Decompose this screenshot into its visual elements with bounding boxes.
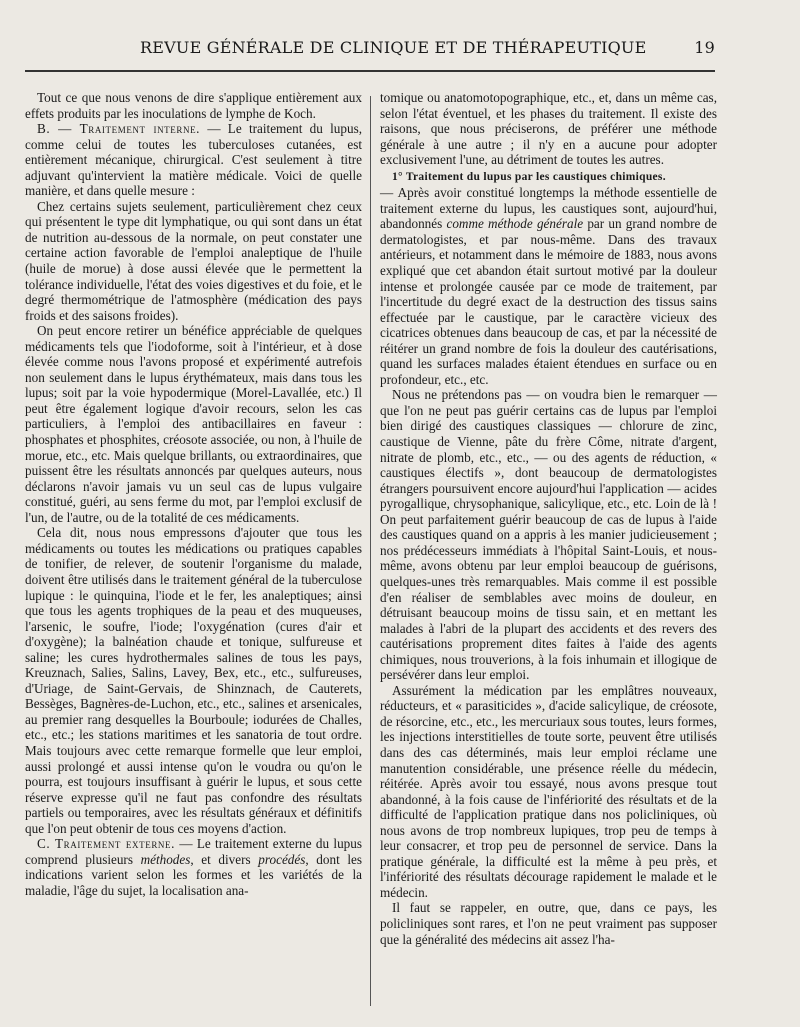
paragraph: Chez certains sujets seulement, particulièrement chez ceux qui présentent le type dit lymphatique, ou qui sont dans un état de nutrition au-dessous de la normale, on peut constater une certaine action favorable de l'emploi analeptique de l'huile (huile de morue) à dose aussi élevée que le permettent la tolérance individuelle, l'état des voies digestives et du foie, et le degré thermométrique de l'atmosphère (médication des pays froids et des saisons froides).	[25, 198, 362, 323]
paragraph: Tout ce que nous venons de dire s'applique entièrement aux effets produits par les inoculations de lymphe de Koch.	[25, 90, 362, 121]
paragraph-traitement-externe: C. Traitement externe. — Le traitement externe du lupus comprend plusieurs méthodes, et divers procédés, dont les indications varient selon les formes et les variétés de la maladie, l'âge du sujet, la localisation ana-	[25, 836, 363, 898]
running-header	[25, 38, 715, 60]
right-column	[380, 90, 717, 947]
column-divider	[370, 96, 371, 1006]
subsection-heading: 1° Traitement du lupus par les caustiques chimiques.	[392, 170, 666, 183]
paragraph: Assurément la médication par les emplâtres nouveaux, réducteurs, et « parasiticides », d'acide salicylique, de créosote, de résorcine, etc., etc., les mercuriaux sous toutes, leurs formes, les injections interstitielles de toute sorte, peuvent être utilisés dans des cas déterminés, mais leur emploi réclame une manutention considérable, une présence réelle du médecin, réitérée. Après avoir tou essayé, nous avons presque tout abandonné, à la fois cause de l'infériorité des résultats et de la difficulté de l'application pratique dans nos policliniques, où nous avons de trop nombreux lupiques, trop peu de temps à leur consacrer, et trop peu de personnel de service. Dans la pratique générale, la difficulté est la même à peu près, et l'infériorité des résultats décourage rapidement le malade et le médecin.	[380, 682, 717, 900]
left-column	[25, 90, 362, 898]
paragraph: Nous ne prétendons pas — on voudra bien le remarquer — que l'on ne peut pas guérir certains cas de lupus par l'emploi bien dirigé des caustiques classiques — chlorure de zinc, caustique de Vienne, pâte du frère Côme, nitrate d'argent, nitrate de plomb, etc., etc., — ou des agents de réduction, « caustiques électifs », dont beaucoup de dermatologistes étrangers poursuivent encore aujourd'hui l'application — acides pyrogallique, chrysophanique, salicylique, etc., etc. Loin de là ! On peut parfaitement guérir beaucoup de cas de lupus à l'aide des caustiques quand on a appris à les manier judicieusement ; nos prédécesseurs immédiats à l'hôpital Saint-Louis, et nous-même, avons obtenu par leur emploi beaucoup de guérisons, quelques-unes très remarquables. Mais comme il est possible d'en réaliser de semblables avec moins de douleur, en détruisant beaucoup moins de tissu sain, et en mettant les malades à l'abri de la plupart des accidents et des revers des cautérisations proprement dites faites à l'aide des agents chimiques, nous trouverions, à la fois inhumain et illogique de persévérer dans leur emploi.	[380, 387, 717, 683]
section-label: B. — Traitement interne.	[37, 121, 201, 137]
page-number: 19	[694, 38, 715, 57]
paragraph: On peut encore retirer un bénéfice appréciable de quelques médicaments tels que l'iodoforme, soit à l'intérieur, et à dose élevée comme nous l'avons proposé et expérimenté autrefois non seulement dans le lupus érythémateux, mais dans tous les lupus; soit par la voie hypodermique (Morel-Lavallée, etc.) Il peut être également logique d'avoir recours, selon les cas particuliers, à l'emploi des antibacillaires en faveur : phosphates et phosphites, créosote associée, ou non, à l'huile de morue, etc., etc. Mais quelque brillants, ou extraordinaires, que puissent être les résultats annoncés par quelques auteurs, nous déclarons n'avoir jamais vu un seul cas de lupus vulgaire constitué, guéri, au sens ferme du mot, par l'emploi exclusif de l'un, de l'autre, ou de la totalité de ces médicaments.	[25, 323, 362, 525]
paragraph: tomique ou anatomotopographique, etc., et, dans un même cas, selon l'état éventuel, et les phases du traitement. Il existe des raisons, que nous préciserons, de préférer une méthode générale à une autre ; il n'y en a aucune pour adopter exclusivement l'une, au détriment de toutes les autres.	[380, 90, 717, 168]
paragraph: Il faut se rappeler, en outre, que, dans ce pays, les policliniques sont rares, et l'on ne peut vraiment pas supposer que la généralité des médecins ait assez l'ha-	[380, 900, 717, 947]
running-title: REVUE GÉNÉRALE DE CLINIQUE ET DE THÉRAPEUTIQUE	[140, 38, 647, 57]
paragraph: — Après avoir constitué longtemps la méthode essentielle de traitement externe du lupus, les caustiques sont, aujourd'hui, abandonnés comme méthode générale par un grand nombre de dermatologistes, et par nous-même. Dans des travaux antérieurs, et notamment dans le mémoire de 1883, nous avons expliqué que cet abandon était surtout motivé par la douleur intense et prolongée causée par ce mode de traitement, par l'incertitude du degré exact de la destruction des tissus sains effectuée par le caustique, par le caractère vicieux des cicatrices obtenues dans beaucoup de cas, et par la nécessité de réitérer un grand nombre de fois la douleur des cautérisations, quand les surfaces malades étaient étendues en surface ou en profondeur, etc., etc.	[380, 185, 717, 387]
header-rule	[25, 70, 715, 72]
paragraph: Cela dit, nous nous empressons d'ajouter que tous les médicaments ou toutes les médications ou pratiques capables de tonifier, de relever, de soutenir l'organisme du malade, doivent être utilisés dans le traitement général de la tuberculose lupique : le quinquina, l'iode et le fer, les analeptiques; ainsi que tous les agents trophiques de la peau et des muqueuses, l'arsenic, le soufre, l'iode; l'oxygénation (cures d'air et d'oxygène); la balnéation chaude et tonique, sulfureuse et saline; les cures hydrothermales salines de tous les pays, Kreuznach, Salies, Salins, Lavey, Bex, etc., etc., sulfureuses, d'Uriage, de Saint-Gervais, de Shinznach, de Cauterets, Bessèges, Bagnères-de-Luchon, etc., etc., salines et arsenicales, au premier rang desquelles la Bourboule; iodurées de Challes, etc., etc.; les stations maritimes et les sanatoria de tout ordre. Mais toujours avec cette remarque formelle que leur emploi, aussi prolongé et aussi intense qu'on le voudra ou qu'on le pourra, est toujours insuffisant à guérir le lupus, et sous cette réserve expresse qu'il ne faut pas confondre des résultats partiels ou temporaires, avec les résultats généraux et définitifs que l'on peut obtenir de tous ces moyens d'action.	[25, 525, 362, 836]
section-label: C. Traitement externe.	[37, 836, 176, 852]
paragraph-traitement-interne: B. — Traitement interne. — Le traitement du lupus, comme celui de toutes les tuberculoses cutanées, est entièrement mécanique, chirurgical. C'est seulement à titre adjuvant qu'intervient la matière médicale. Voici de quelle manière, et dans quelle mesure :	[25, 121, 363, 199]
